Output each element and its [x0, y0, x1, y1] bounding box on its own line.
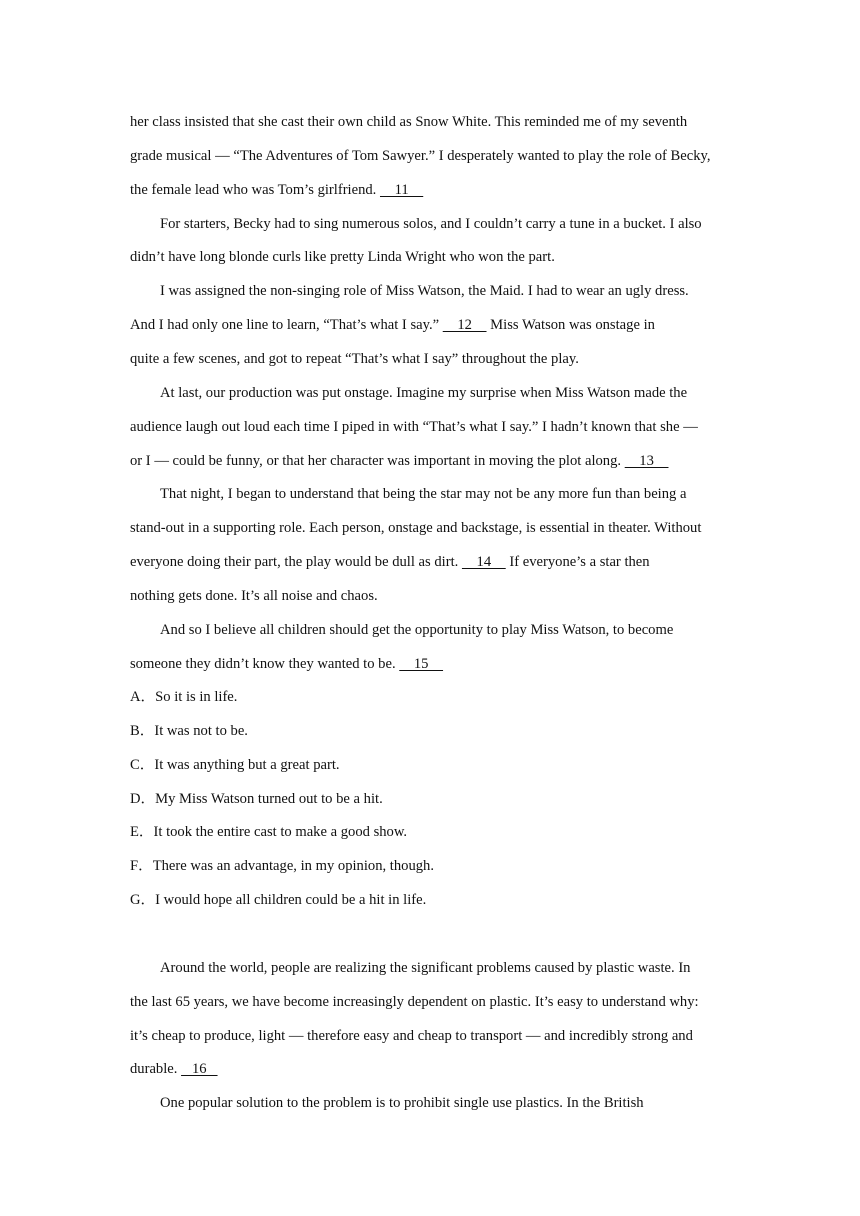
option-c-letter: C． [130, 757, 155, 773]
passage1-line-14-tail: If everyone’s a star then [505, 554, 650, 570]
passage1-line-5: didn’t have long blonde curls like pretty Linda Wright who won the part. [130, 249, 555, 265]
passage1-line-14-text: everyone doing their part, the play would be dull as dirt. [130, 554, 462, 570]
passage1-line-11-text: or I — could be funny, or that her character was important in moving the plot along. [130, 453, 625, 469]
blank-11: 11 [379, 182, 424, 198]
option-d-text: My Miss Watson turned out to be a hit. [155, 791, 383, 807]
passage1-line-17 [130, 654, 740, 674]
passage1-line-2: grade musical — “The Adventures of Tom Sawyer.” I desperately wanted to play the role of Becky, [130, 148, 711, 164]
option-f-text: There was an advantage, in my opinion, though. [152, 858, 434, 874]
passage1-line-10: audience laugh out loud each time I piped in with “That’s what I say.” I hadn’t known that she — [130, 419, 698, 435]
passage2-line-4 [130, 1059, 740, 1079]
blank-15: 15 [399, 656, 444, 672]
passage1-line-11 [130, 451, 740, 471]
option-e [130, 822, 740, 842]
passage1-line-9: At last, our production was put onstage. Imagine my surprise when Miss Watson made the [160, 385, 688, 401]
passage1-line-1: her class insisted that she cast their own child as Snow White. This reminded me of my seventh [130, 114, 688, 130]
option-b-text: It was not to be. [154, 723, 248, 739]
option-f [130, 856, 740, 876]
option-a-text: So it is in life. [155, 689, 238, 705]
blank-14: 14 [461, 554, 506, 570]
passage1-line-7-text: And I had only one line to learn, “That’s what I say.” [130, 317, 443, 333]
passage1-line-15: nothing gets done. It’s all noise and chaos. [130, 588, 378, 604]
passage1-line-7-tail: Miss Watson was onstage in [486, 317, 655, 333]
passage1-line-14 [130, 552, 740, 572]
option-b [130, 721, 740, 741]
option-e-text: It took the entire cast to make a good show. [153, 824, 408, 840]
option-g [130, 890, 740, 910]
passage2-line-1: Around the world, people are realizing the significant problems caused by plastic waste. In [160, 960, 691, 976]
option-d [130, 789, 740, 809]
option-c-text: It was anything but a great part. [154, 757, 340, 773]
passage1-line-6: I was assigned the non-singing role of Miss Watson, the Maid. I had to wear an ugly dress. [160, 283, 689, 299]
option-e-letter: E． [130, 824, 154, 840]
blank-16: 16 [181, 1061, 218, 1077]
option-f-letter: F． [130, 858, 153, 874]
option-c [130, 755, 740, 775]
passage1-line-3 [130, 180, 740, 200]
passage2-line-3: it’s cheap to produce, light — therefore easy and cheap to transport — and incredibly strong and [130, 1028, 693, 1044]
option-g-text: I would hope all children could be a hit in life. [155, 892, 427, 908]
passage1-line-12: That night, I began to understand that being the star may not be any more fun than being a [160, 486, 687, 502]
passage1-line-3-text: the female lead who was Tom’s girlfriend. [130, 182, 380, 198]
passage1-line-7 [130, 315, 740, 335]
option-a [130, 687, 740, 707]
option-b-letter: B． [130, 723, 155, 739]
blank-12: 12 [442, 317, 487, 333]
passage1-line-16: And so I believe all children should get the opportunity to play Miss Watson, to become [160, 622, 674, 638]
passage1-line-4: For starters, Becky had to sing numerous solos, and I couldn’t carry a tune in a bucket. I also [160, 216, 702, 232]
passage2-line-2: the last 65 years, we have become increasingly dependent on plastic. It’s easy to understand why: [130, 994, 699, 1010]
option-a-letter: A． [130, 689, 156, 705]
passage1-line-8: quite a few scenes, and got to repeat “That’s what I say” throughout the play. [130, 351, 579, 367]
passage1-line-17-text: someone they didn’t know they wanted to be. [130, 656, 400, 672]
passage2-line-5: One popular solution to the problem is to prohibit single use plastics. In the British [160, 1095, 644, 1111]
blank-13: 13 [624, 453, 669, 469]
passage1-line-13: stand-out in a supporting role. Each person, onstage and backstage, is essential in theater. Without [130, 520, 702, 536]
option-g-letter: G． [130, 892, 156, 908]
option-d-letter: D． [130, 791, 156, 807]
passage2-line-4-text: durable. [130, 1061, 182, 1077]
